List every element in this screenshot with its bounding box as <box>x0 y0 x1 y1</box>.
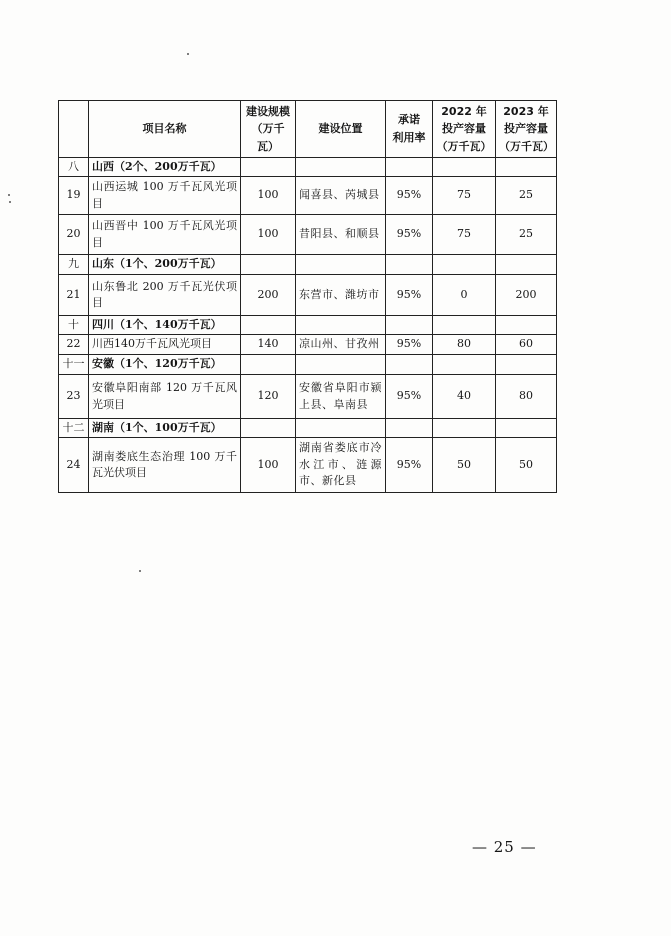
empty-cell <box>386 158 433 177</box>
project-table <box>58 100 557 493</box>
header-year: 2022 年 <box>441 104 487 118</box>
table-section-row <box>59 255 557 275</box>
section-name: 山西（2个、200万千瓦） <box>89 158 241 177</box>
scan-speck <box>8 194 10 196</box>
header-rate-line: 利用率 <box>392 131 426 144</box>
utilization-rate-cell: 95% <box>386 275 433 316</box>
table-section-row <box>59 355 557 375</box>
empty-cell <box>296 355 386 375</box>
section-name: 四川（1个、140万千瓦） <box>89 316 241 335</box>
empty-cell <box>496 355 557 375</box>
row-number: 22 <box>59 335 89 355</box>
scale-cell: 120 <box>241 375 296 419</box>
header-capacity-label: 投产容量 <box>504 122 548 136</box>
section-number: 十二 <box>59 419 89 438</box>
capacity-2022-cell: 80 <box>433 335 496 355</box>
empty-cell <box>386 355 433 375</box>
table-row <box>59 177 557 215</box>
empty-cell <box>296 158 386 177</box>
empty-cell <box>433 255 496 275</box>
page-number: — 25 — <box>472 838 537 856</box>
header-capacity-unit: （万千瓦） <box>499 139 554 153</box>
empty-cell <box>496 419 557 438</box>
empty-cell <box>241 419 296 438</box>
empty-cell <box>241 355 296 375</box>
section-name: 安徽（1个、120万千瓦） <box>89 355 241 375</box>
project-name: 川西140万千瓦风光项目 <box>89 335 241 355</box>
location-cell: 安徽省阜阳市颍上县、阜南县 <box>296 375 386 419</box>
row-number: 24 <box>59 438 89 493</box>
row-number: 23 <box>59 375 89 419</box>
location-cell: 湖南省娄底市冷水江市、涟源市、新化县 <box>296 438 386 493</box>
empty-cell <box>386 255 433 275</box>
location-cell: 闻喜县、芮城县 <box>296 177 386 215</box>
project-name: 湖南娄底生态治理 100 万千瓦光伏项目 <box>89 438 241 493</box>
capacity-2023-cell: 50 <box>496 438 557 493</box>
header-scale-line: 建设规模 <box>246 104 290 118</box>
empty-cell <box>433 419 496 438</box>
scale-cell: 200 <box>241 275 296 316</box>
section-number: 十 <box>59 316 89 335</box>
empty-cell <box>241 158 296 177</box>
table-section-row <box>59 316 557 335</box>
empty-cell <box>433 158 496 177</box>
scale-cell: 100 <box>241 215 296 255</box>
scan-speck <box>187 53 189 55</box>
location-cell: 凉山州、甘孜州 <box>296 335 386 355</box>
table-row <box>59 215 557 255</box>
empty-cell <box>496 316 557 335</box>
scan-speck <box>139 570 141 572</box>
empty-cell <box>433 355 496 375</box>
scale-cell: 100 <box>241 438 296 493</box>
empty-cell <box>241 316 296 335</box>
capacity-2022-cell: 50 <box>433 438 496 493</box>
header-scale <box>241 101 296 158</box>
table-row <box>59 375 557 419</box>
utilization-rate-cell: 95% <box>386 215 433 255</box>
project-name: 山西运城 100 万千瓦风光项目 <box>89 177 241 215</box>
empty-cell <box>296 316 386 335</box>
row-number: 20 <box>59 215 89 255</box>
row-number: 21 <box>59 275 89 316</box>
utilization-rate-cell: 95% <box>386 375 433 419</box>
utilization-rate-cell: 95% <box>386 177 433 215</box>
header-capacity-label: 投产容量 <box>442 122 486 136</box>
utilization-rate-cell: 95% <box>386 438 433 493</box>
utilization-rate-cell: 95% <box>386 335 433 355</box>
empty-cell <box>241 255 296 275</box>
section-name: 山东（1个、200万千瓦） <box>89 255 241 275</box>
capacity-2022-cell: 0 <box>433 275 496 316</box>
header-number <box>59 101 89 158</box>
empty-cell <box>496 255 557 275</box>
table-section-row <box>59 158 557 177</box>
header-rate-line: 承诺 <box>398 113 420 127</box>
header-capacity-2023 <box>496 101 557 158</box>
header-capacity-unit: （万千瓦） <box>436 139 492 153</box>
section-number: 九 <box>59 255 89 275</box>
empty-cell <box>386 316 433 335</box>
empty-cell <box>296 419 386 438</box>
section-number: 十一 <box>59 355 89 375</box>
capacity-2023-cell: 25 <box>496 177 557 215</box>
table-header-row <box>59 101 557 158</box>
capacity-2023-cell: 60 <box>496 335 557 355</box>
scale-cell: 100 <box>241 177 296 215</box>
scale-cell: 140 <box>241 335 296 355</box>
capacity-2023-cell: 80 <box>496 375 557 419</box>
table-row <box>59 438 557 493</box>
section-number: 八 <box>59 158 89 177</box>
header-rate <box>386 101 433 158</box>
project-name: 安徽阜阳南部 120 万千瓦风光项目 <box>89 375 241 419</box>
capacity-2022-cell: 40 <box>433 375 496 419</box>
header-scale-unit: （万千瓦） <box>251 122 285 153</box>
table-row <box>59 335 557 355</box>
header-year: 2023 年 <box>503 104 549 118</box>
project-name: 山西晋中 100 万千瓦风光项目 <box>89 215 241 255</box>
empty-cell <box>386 419 433 438</box>
project-name: 山东鲁北 200 万千瓦光伏项目 <box>89 275 241 316</box>
location-cell: 昔阳县、和顺县 <box>296 215 386 255</box>
scan-speck <box>9 201 11 203</box>
empty-cell <box>496 158 557 177</box>
empty-cell <box>433 316 496 335</box>
capacity-2022-cell: 75 <box>433 215 496 255</box>
table-row <box>59 275 557 316</box>
empty-cell <box>296 255 386 275</box>
capacity-2023-cell: 25 <box>496 215 557 255</box>
capacity-2022-cell: 75 <box>433 177 496 215</box>
location-cell: 东营市、潍坊市 <box>296 275 386 316</box>
table-section-row <box>59 419 557 438</box>
capacity-2023-cell: 200 <box>496 275 557 316</box>
header-location: 建设位置 <box>296 101 386 158</box>
row-number: 19 <box>59 177 89 215</box>
header-project-name: 项目名称 <box>89 101 241 158</box>
section-name: 湖南（1个、100万千瓦） <box>89 419 241 438</box>
header-capacity-2022 <box>433 101 496 158</box>
